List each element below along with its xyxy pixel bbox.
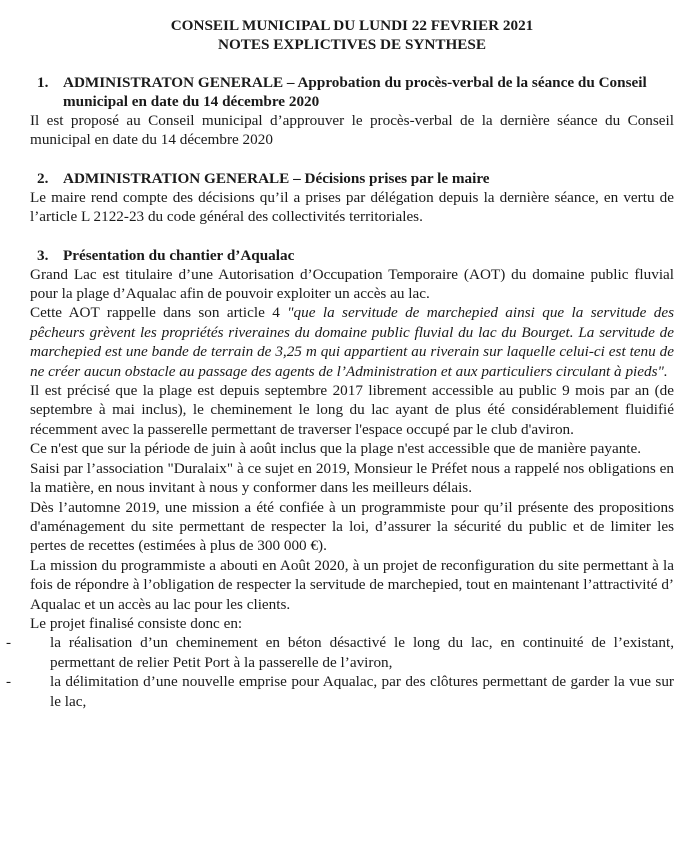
section-title: ADMINISTRATON GENERALE – Approbation du procès-verbal de la séance du Conseil municipal en date du 14 décembre 2020	[63, 74, 647, 110]
prefect-paragraph: Saisi par l’association "Duralaix" à ce sujet en 2019, Monsieur le Préfet nous a rappelé nos obligations en la matière, en nous invitant à nous y conformer dans les meilleurs délais.	[30, 459, 674, 497]
title-line-1: CONSEIL MUNICIPAL DU LUNDI 22 FEVRIER 2021	[170, 17, 534, 34]
list-marker: -	[6, 673, 12, 691]
article-4-quote: "que la servitude de marchepied ainsi que la servitude des pêcheurs grèvent les propriétés riveraines du domaine public fluvial du lac du Bourget. La servitude de marchepied est une bande de terrain de 3,25 m qui appartient au riverain sur laquelle celui-ci est tenu de ne créer aucun obstacle au passage des agents de l’Administration et aux particuliers circulant à pieds".	[30, 304, 675, 380]
section-1-paragraph: Il est proposé au Conseil municipal d’approuver le procès-verbal de la dernière séance du Conseil municipal en date du 14 décembre 2020	[30, 112, 674, 149]
section-1	[30, 73, 674, 150]
mission-paragraph: Dès l’automne 2019, une mission a été confiée à un programmiste pour qu’il présente des propositions d'aménagement du site permettant de respecter la loi, d’assurer la sécurité du public et de limiter les pertes de recettes (estimées à plus de 300 000 €).	[30, 498, 674, 555]
section-number: 2.	[37, 169, 49, 187]
list-item-text: la réalisation d’un cheminement en béton désactivé le long du lac, en continuité de l’existant, permettant de relier Petit Port à la passerelle de l’aviron,	[50, 634, 674, 671]
list-marker: -	[6, 634, 12, 652]
document-title	[30, 16, 674, 54]
list-item	[6, 672, 674, 711]
article-4-intro: Cette AOT rappelle dans son article 4	[30, 304, 288, 322]
section-title: Présentation du chantier d’Aqualac	[63, 246, 295, 264]
paid-period-paragraph: Ce n'est que sur la période de juin à août inclus que la plage n'est accessible que de manière payante.	[30, 440, 642, 458]
section-2	[30, 169, 674, 227]
section-2-heading	[30, 169, 674, 188]
access-paragraph: Il est précisé que la plage est depuis septembre 2017 librement accessible au public 9 mois par an (de septembre à mai inclus), le cheminement le long du lac ayant de plus été considérablement fluidifié récemment avec la passerelle permettant de traverser l'espace occupé par le club d'aviron.	[30, 382, 674, 438]
section-3	[6, 246, 675, 711]
aot-paragraph: Grand Lac est titulaire d’une Autorisation d’Occupation Temporaire (AOT) du domaine public fluvial pour la plage d’Aqualac afin de pouvoir exploiter un accès au lac.	[30, 265, 674, 303]
section-number: 1.	[37, 74, 49, 91]
list-item	[6, 633, 674, 672]
outcome-paragraph: La mission du programmiste a abouti en Août 2020, à un projet de reconfiguration du site permettant à la fois de répondre à l’obligation de respecter la servitude de marchepied, tout en maintenant l’attractivité d’ Aqualac et un accès au lac pour les clients.	[30, 556, 674, 613]
project-intro-paragraph: Le projet finalisé consiste donc en:	[30, 614, 243, 632]
section-number: 3.	[37, 246, 49, 264]
section-3-heading	[30, 246, 674, 265]
article-4-paragraph	[30, 303, 674, 381]
section-1-heading	[30, 73, 674, 111]
list-item-text: la délimitation d’une nouvelle emprise pour Aqualac, par des clôtures permettant de garder la vue sur le lac,	[50, 673, 674, 710]
section-2-paragraph: Le maire rend compte des décisions qu’il a prises par délégation depuis la dernière séance, en vertu de l’article L 2122-23 du code général des collectivités territoriales.	[30, 188, 674, 226]
project-list	[6, 633, 674, 711]
section-title: ADMINISTRATION GENERALE – Décisions prises par le maire	[63, 169, 490, 187]
title-line-2: NOTES EXPLICTIVES DE SYNTHESE	[218, 36, 486, 53]
